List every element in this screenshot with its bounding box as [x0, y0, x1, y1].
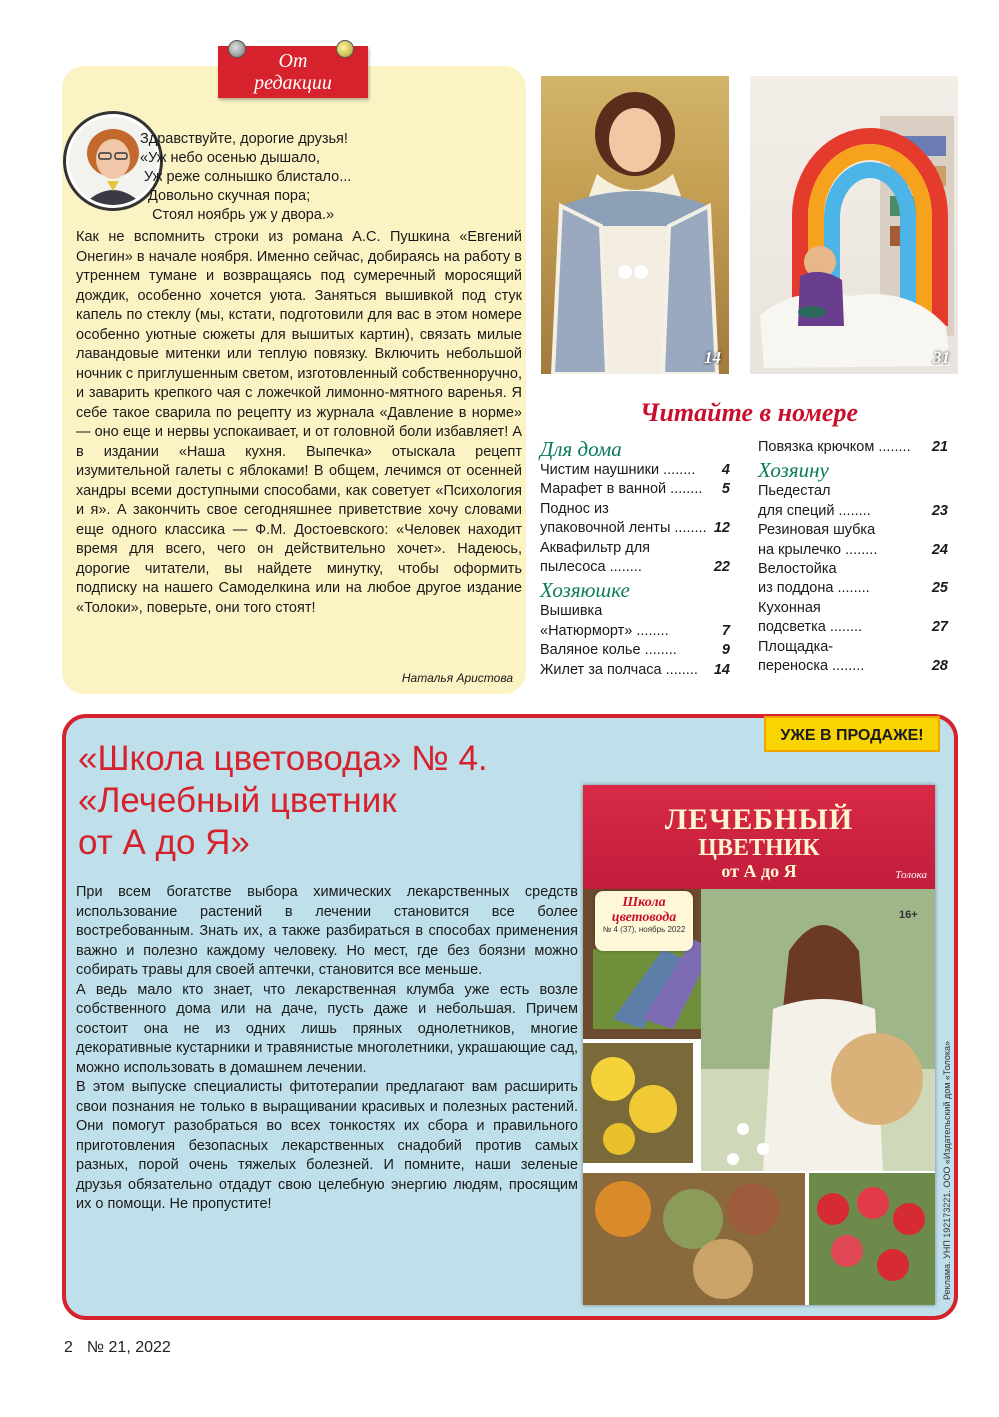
toc-item[interactable] [758, 521, 948, 560]
editorial-signature: Наталья Аристова [401, 671, 513, 685]
toc-item-label: Площадка- [758, 638, 834, 655]
cover-title: ЦВЕТНИК [698, 835, 820, 861]
promo-title-line: от А до Я» [78, 823, 250, 862]
rainbow-photo[interactable] [750, 76, 958, 374]
issue-number: № 21, 2022 [86, 1339, 171, 1356]
toc-item-label: Валяное колье ........ [540, 642, 677, 659]
toc-item-label: Чистим наушники ........ [540, 462, 696, 478]
toc-item-label: Марафет в ванной ........ [540, 481, 703, 498]
promo-title-line: «Школа цветовода» № 4. [78, 739, 488, 778]
toc-item-label: из поддона ........ [758, 580, 870, 597]
editorial-poem: Здравствуйте, дорогие друзья! «Уж небо осенью дышало, Уж реже солнышко блистало... Довольно скучная пора; Стоял ноябрь уж у двора.» [140, 131, 352, 223]
toc-item-page: 5 [721, 481, 730, 498]
cover-title: ЛЕЧЕБНЫЙ [664, 803, 854, 836]
toc-item-label: пылесоса ........ [540, 559, 642, 576]
editorial-text: Как не вспомнить строки из романа А.С. Пушкина «Евгений Онегин» в начале ноября. Именно сейчас, добираясь на работу в утреннем тумане и возвращаясь под сумеречный моросящий дождик, особенно хочется уюта. Заняться вышивкой под стук капель по стеклу (мы, кстати, подготовили для вас в этом номере особенно уютные сюжеты для вышитых картин), связать милые лавандовые митенки или теплую повязку. Включить небольшой ночник с приглушенным светом, изготовленный собственноручно, и заварить крепкого чая с ложечкой лимонно-мятного варенья. Я себе такое сварила по рецепту из журнала «Давление в норме» — оно еще и нервы успокаивает, и от головной боли избавляет! А в издании «Наша кухня. Выпечка» отыскала рецепт изумительной галеты с яблоками! В общем, лечимся от осенней хандры всеми доступными способами, как советует «Психология и я». А закончить свое сегодняшнее приветствие хочу словами еще одного классика — Ф.М. Достоевского: «Человек находит время для всего, чего он действительно хочет». Надеюсь, дорогие читатели, вы найдете минутку, чтобы оформить подписку на нашего Самоделкина или на любое другое издание «Толоки», поверьте, они того стоят! [76, 229, 522, 616]
badge-line-2: редакции [254, 72, 332, 94]
photo-page-number: 31 [933, 348, 950, 367]
toc-item-page: 25 [931, 580, 948, 597]
toc-item-label: Жилет за полчаса ........ [540, 661, 698, 678]
toc-item-label: Вышивка [540, 603, 603, 620]
toc-item-page: 7 [721, 622, 730, 639]
magazine-cover[interactable] [583, 785, 935, 1305]
cover-series-badge [595, 891, 693, 951]
promo-title [78, 738, 488, 864]
vest-photo[interactable] [541, 76, 729, 374]
toc-item-page: 21 [931, 439, 948, 455]
promo-paragraph: При всем богатстве выбора химических лекарственных средств использование растений в лечении становится все более востребованным. Знать их, а также разбираться в способах применения важно и полезно каждому человеку. Но мест, где без боязни можно собирать травы для своей аптечки, становится все меньше. [76, 884, 578, 978]
toc-item-label: Пьедестал [758, 483, 831, 500]
toc-item-label: «Натюрморт» ........ [540, 622, 669, 639]
page-number: 2 [64, 1339, 73, 1356]
toc-item-page: 27 [931, 619, 948, 636]
toc-item[interactable] [758, 560, 948, 599]
legal-note: Реклама. УНП 192173221. ООО «Издательский дом «Толока» [942, 1040, 952, 1300]
toc-item[interactable] [758, 638, 948, 677]
button-icon [336, 40, 354, 58]
cover-brand: Толока [895, 869, 927, 881]
age-rating: 16+ [899, 909, 918, 921]
toc-item-page: 14 [713, 661, 730, 678]
toc-item-page: 24 [931, 541, 948, 558]
toc-category: Хозяюшке [540, 578, 630, 603]
toc-item-label: Велостойка [758, 561, 837, 578]
toc-item[interactable] [540, 641, 730, 660]
toc-title: Читайте в номере [640, 398, 858, 427]
toc-item-label: подсветка ........ [758, 619, 863, 636]
toc-item[interactable] [540, 539, 730, 578]
toc-item-label: переноска ........ [758, 658, 865, 675]
on-sale-badge: УЖЕ В ПРОДАЖЕ! [764, 716, 940, 752]
toc-item-label: Повязка крючком ........ [758, 439, 911, 455]
cover-series-issue: № 4 (37), ноябрь 2022 [602, 925, 686, 934]
toc-item-label: на крылечко ........ [758, 541, 878, 558]
cover-series-title: Школа цветовода [611, 895, 677, 925]
toc-item-page: 23 [931, 502, 948, 519]
toc-item-page: 22 [713, 559, 730, 576]
screw-icon [228, 40, 246, 58]
toc-item-label: Аквафильтр для [540, 539, 651, 556]
promo-title-line: «Лечебный цветник [78, 781, 397, 820]
toc-item-label: Поднос из [540, 500, 609, 517]
toc-item-label: упаковочной ленты ........ [540, 520, 707, 537]
toc-category: Для дома [540, 437, 622, 461]
toc-item-label: для специй ........ [758, 502, 871, 519]
toc-item-page: 28 [931, 658, 948, 675]
toc-category: Хозяину [758, 458, 829, 483]
promo-paragraph: В этом выпуске специалисты фитотерапии предлагают вам расширить свои познания не только в выращивании красивых и полезных растений. Они помогут разобраться во всех тонкостях их сбора и правильного приготовления безопасных лекарственных снадобий против самых разных, порой очень тяжелых болезней. И помните, наши зеленые друзья обязательно отдадут свою целебную энергию людям, просящим их о помощи. Не пропустите! [76, 1079, 578, 1212]
toc-item-page: 9 [721, 642, 730, 659]
toc-item[interactable] [540, 480, 730, 499]
toc-item[interactable] [540, 661, 730, 680]
page-footer [64, 1339, 171, 1357]
photo-page-number: 14 [704, 348, 721, 367]
toc-item-page: 4 [721, 462, 730, 478]
badge-line-1: От [278, 50, 308, 72]
promo-paragraph: А ведь мало кто знает, что лекарственная клумба уже есть возле собственного дома или на даче, пусть даже и небольшая. Причем состоит она не из одних лишь пряных однолетников, многие декоративные кустарники и травянистые многолетники, украшающие сад, можно использовать в домашнем лечении. [76, 981, 578, 1076]
toc-item[interactable] [758, 482, 948, 521]
toc-item[interactable] [758, 438, 948, 457]
toc-column-2 [758, 438, 948, 676]
toc-item-label: Резиновая шубка [758, 522, 876, 539]
toc-item[interactable] [540, 602, 730, 641]
cover-subtitle: от А до Я [721, 861, 797, 881]
cover-illustration [583, 889, 935, 1305]
toc-item[interactable] [540, 500, 730, 539]
toc-column-1 [540, 436, 730, 680]
toc-item-label: Кухонная [758, 599, 821, 616]
editorial-badge [218, 46, 368, 98]
toc-item[interactable] [758, 599, 948, 638]
toc-item-page: 12 [713, 520, 730, 537]
toc-item[interactable] [540, 461, 730, 480]
promo-text [76, 883, 578, 1215]
